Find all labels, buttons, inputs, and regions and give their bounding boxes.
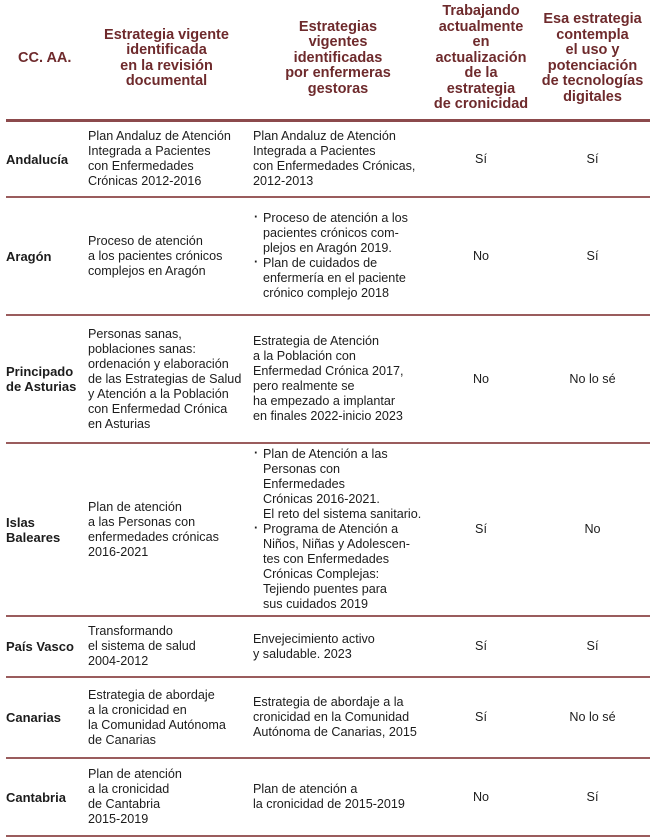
bullet-item: · Programa de Atención a Niños, Niñas y Adolescen- tes con Enfermedades Crónicas Complejas: Tejiendo puentes para sus cuidados 2019 bbox=[253, 522, 423, 612]
updating-cell: Sí bbox=[427, 677, 535, 758]
doc-strategy-cell: Transformando el sistema de salud 2004-2012 bbox=[84, 616, 249, 677]
region-cell: Andalucía bbox=[6, 121, 84, 198]
bullet-list bbox=[253, 447, 423, 612]
nurse-strategies-cell: Envejecimiento activo y saludable. 2023 bbox=[249, 616, 427, 677]
region-cell: Principado de Asturias bbox=[6, 315, 84, 443]
table-row bbox=[6, 315, 650, 443]
digital-cell: No lo sé bbox=[535, 677, 650, 758]
header-ccaa: CC. AA. bbox=[6, 0, 84, 121]
header-updating: Trabajando actualmente en actualización de la estrategia de cronicidad bbox=[427, 0, 535, 121]
digital-cell: Sí bbox=[535, 758, 650, 836]
updating-cell: Sí bbox=[427, 616, 535, 677]
digital-cell: Sí bbox=[535, 616, 650, 677]
nurse-strategies-cell bbox=[249, 443, 427, 616]
chronicity-strategies-table bbox=[6, 0, 650, 837]
doc-strategy-cell: Proceso de atención a los pacientes crónicos complejos en Aragón bbox=[84, 197, 249, 315]
table-row bbox=[6, 121, 650, 198]
bullet-list bbox=[253, 211, 423, 301]
region-cell: Canarias bbox=[6, 677, 84, 758]
doc-strategy-cell: Personas sanas, poblaciones sanas: ordenación y elaboración de las Estrategias de Salud y Atención a la Población con Enfermedad Crónica en Asturias bbox=[84, 315, 249, 443]
updating-cell: Sí bbox=[427, 121, 535, 198]
header-nurse-strategies: Estrategias vigentes identificadas por enfermeras gestoras bbox=[249, 0, 427, 121]
region-cell: Aragón bbox=[6, 197, 84, 315]
doc-strategy-cell: Plan Andaluz de Atención Integrada a Pacientes con Enfermedades Crónicas 2012-2016 bbox=[84, 121, 249, 198]
table-row bbox=[6, 758, 650, 836]
header-digital: Esa estrategia contempla el uso y potenciación de tecnologías digitales bbox=[535, 0, 650, 121]
updating-cell: No bbox=[427, 315, 535, 443]
nurse-strategies-cell: Plan de atención a la cronicidad de 2015-2019 bbox=[249, 758, 427, 836]
bullet-item: · Proceso de atención a los pacientes crónicos com- plejos en Aragón 2019. bbox=[253, 211, 423, 256]
nurse-strategies-cell: Estrategia de Atención a la Población con Enfermedad Crónica 2017, pero realmente se ha empezado a implantar en finales 2022-inicio 2023 bbox=[249, 315, 427, 443]
table-row bbox=[6, 443, 650, 616]
updating-cell: No bbox=[427, 758, 535, 836]
bullet-item: · Plan de Atención a las Personas con Enfermedades Crónicas 2016-2021. El reto del sistema sanitario. bbox=[253, 447, 423, 522]
header-row bbox=[6, 0, 650, 121]
doc-strategy-cell: Estrategia de abordaje a la cronicidad en la Comunidad Autónoma de Canarias bbox=[84, 677, 249, 758]
digital-cell: No lo sé bbox=[535, 315, 650, 443]
digital-cell: No bbox=[535, 443, 650, 616]
region-cell: Islas Baleares bbox=[6, 443, 84, 616]
bullet-item: · Plan de cuidados de enfermería en el paciente crónico complejo 2018 bbox=[253, 256, 423, 301]
region-cell: País Vasco bbox=[6, 616, 84, 677]
nurse-strategies-cell: Estrategia de abordaje a la cronicidad en la Comunidad Autónoma de Canarias, 2015 bbox=[249, 677, 427, 758]
doc-strategy-cell: Plan de atención a las Personas con enfermedades crónicas 2016-2021 bbox=[84, 443, 249, 616]
doc-strategy-cell: Plan de atención a la cronicidad de Cantabria 2015-2019 bbox=[84, 758, 249, 836]
region-cell: Cantabria bbox=[6, 758, 84, 836]
digital-cell: Sí bbox=[535, 121, 650, 198]
nurse-strategies-cell: Plan Andaluz de Atención Integrada a Pacientes con Enfermedades Crónicas, 2012-2013 bbox=[249, 121, 427, 198]
nurse-strategies-cell bbox=[249, 197, 427, 315]
updating-cell: No bbox=[427, 197, 535, 315]
table-row bbox=[6, 616, 650, 677]
table-row bbox=[6, 197, 650, 315]
header-doc-strategy: Estrategia vigente identificada en la revisión documental bbox=[84, 0, 249, 121]
updating-cell: Sí bbox=[427, 443, 535, 616]
table-row bbox=[6, 677, 650, 758]
digital-cell: Sí bbox=[535, 197, 650, 315]
